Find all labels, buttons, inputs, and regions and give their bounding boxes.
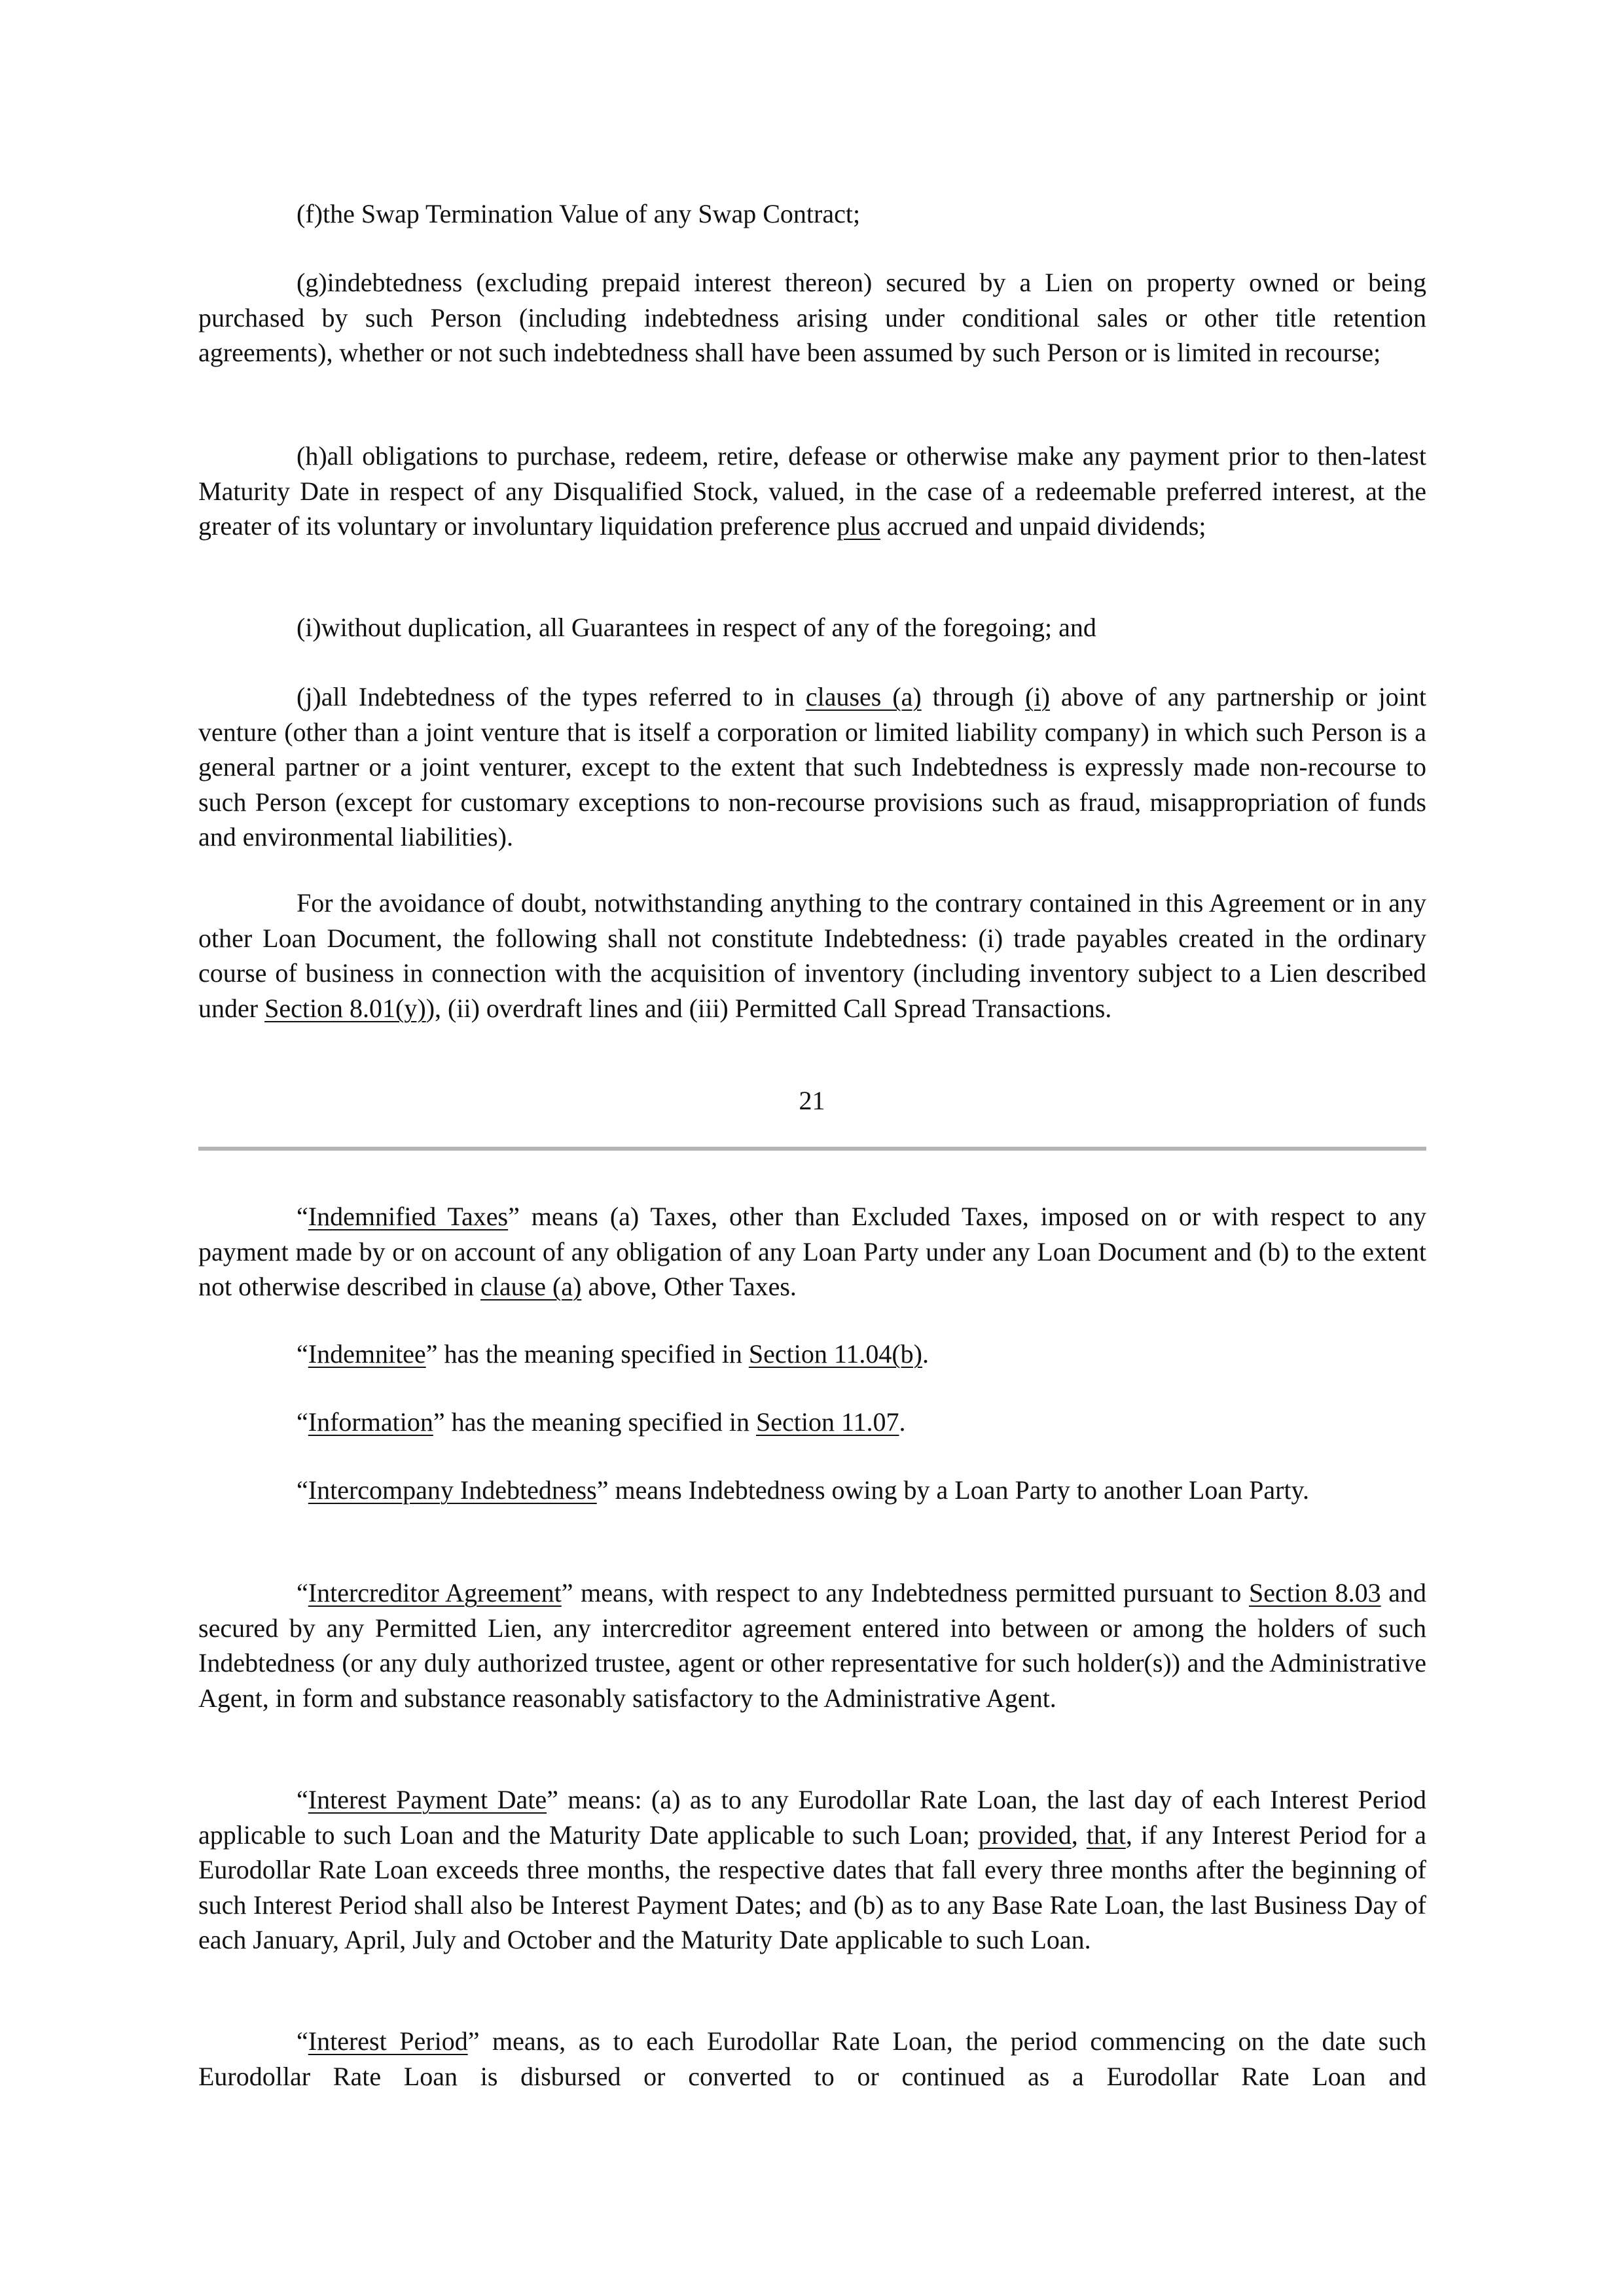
avoidance-after: ), (ii) overdraft lines and (iii) Permitted Call Spread Transactions.	[425, 993, 1112, 1023]
interest-period-after: ” means, as to each Eurodollar Rate Loan, the period commencing on the date such Eurodollar Rate Loan is disbursed or converted to or continued as a Eurodollar Rate Loan and	[198, 2026, 1426, 2091]
avoidance-text	[198, 886, 1426, 1026]
clause-j	[198, 679, 1426, 855]
clause-h-text	[198, 439, 1426, 544]
provided-term: provided	[978, 1820, 1072, 1850]
defined-term-intercompany-indebtedness: Intercompany Indebtedness	[308, 1475, 597, 1505]
defined-term-interest-period: Interest Period	[308, 2026, 468, 2056]
information-after: .	[899, 1407, 906, 1437]
avoidance-before: For the avoidance of doubt, notwithstanding anything to the contrary contained in this Agreement or in any other Loan Document, the following shall not constitute Indebtedness: (i) trade payables created in the ordinary course of business in connection with the acquisition of inventory (including inventory subject to a Lien described under	[198, 888, 1426, 1023]
clause-j-middle: through	[921, 682, 1026, 711]
interest-payment-date-text	[198, 1782, 1426, 1958]
open-quote: “	[297, 1578, 308, 1607]
section-8-03-link[interactable]: Section 8.03	[1249, 1578, 1381, 1607]
indemnitee-before: ” has the meaning specified in	[425, 1339, 749, 1369]
indemnified-taxes-text	[198, 1199, 1426, 1304]
intercreditor-agreement-text	[198, 1575, 1426, 1715]
clause-g-text: (g)indebtedness (excluding prepaid interest thereon) secured by a Lien on property owned or being purchased by such Person (including indebtedness arising under conditional sales or other title retention agreements), whether or not such indebtedness shall have been assumed by such Person or is limited in recourse;	[198, 268, 1426, 367]
intercreditor-agreement-before: ” means, with respect to any Indebtedness permitted pursuant to	[561, 1578, 1250, 1607]
definition-indemnified-taxes	[198, 1199, 1426, 1304]
section-11-04-b-link[interactable]: Section 11.04(b)	[748, 1339, 922, 1369]
clause-h	[198, 439, 1426, 544]
interest-payment-date-after: , if any Interest Period for a Eurodollar Rate Loan exceeds three months, the respective dates that fall every three months after the beginning of such Interest Period shall also be Interest Payment Dates; and (b) as to any Base Rate Loan, the last Business Day of each January, April, July and October and the Maturity Date applicable to such Loan.	[198, 1820, 1426, 1954]
clause-j-text	[198, 679, 1426, 855]
open-quote: “	[297, 2026, 308, 2056]
clause-i	[198, 610, 1426, 645]
clause-j-after: above of any partnership or joint venture (other than a joint venture that is itself a corporation or limited liability company) in which such Person is a general partner or a joint venturer, except to the extent that such Indebtedness is expressly made non-recourse to such Person (except for customary exceptions to non-recourse provisions such as fraud, misappropriation of funds and environmental liabilities).	[198, 682, 1427, 852]
definition-interest-period	[198, 2024, 1426, 2094]
clause-a-link[interactable]: clause (a)	[480, 1272, 582, 1301]
clause-g	[198, 265, 1426, 370]
clause-j-before: (j)all Indebtedness of the types referred to in	[297, 682, 806, 711]
definition-intercreditor-agreement	[198, 1575, 1426, 1715]
plus-term: plus	[837, 511, 880, 541]
interest-period-text	[198, 2024, 1426, 2094]
clauses-a-link[interactable]: clauses (a)	[805, 682, 922, 711]
definition-interest-payment-date	[198, 1782, 1426, 1958]
defined-term-information: Information	[308, 1407, 433, 1437]
open-quote: “	[297, 1202, 308, 1231]
section-11-07-link[interactable]: Section 11.07	[756, 1407, 899, 1437]
intercompany-indebtedness-after: ” means Indebtedness owing by a Loan Party to another Loan Party.	[596, 1475, 1309, 1505]
open-quote: “	[297, 1407, 308, 1437]
information-text	[198, 1405, 1426, 1440]
interest-payment-date-before: ” means: (a) as to any Eurodollar Rate Loan, the last day of each Interest Period applicable to such Loan and the Maturity Date applicable to such Loan;	[198, 1785, 1426, 1850]
clause-f-text: (f)the Swap Termination Value of any Swap Contract;	[297, 199, 861, 228]
defined-term-intercreditor-agreement: Intercreditor Agreement	[308, 1578, 562, 1607]
defined-term-indemnitee: Indemnitee	[308, 1339, 426, 1369]
comma: ,	[1071, 1820, 1087, 1850]
avoidance-paragraph	[198, 886, 1426, 1026]
section-8-01-y-link[interactable]: Section 8.01(y)	[264, 993, 426, 1023]
page-divider	[198, 1147, 1426, 1151]
clause-i-link[interactable]: (i)	[1025, 682, 1050, 711]
defined-term-indemnified-taxes: Indemnified Taxes	[308, 1202, 509, 1231]
definition-indemnitee	[198, 1336, 1426, 1372]
definition-information	[198, 1405, 1426, 1440]
indemnitee-after: .	[922, 1339, 929, 1369]
clause-f	[198, 196, 1426, 232]
intercreditor-agreement-after: and secured by any Permitted Lien, any intercreditor agreement entered into between or among the holders of such Indebtedness (or any duly authorized trustee, agent or other representative for such holder(s)) and the Administrative Agent, in form and substance reasonably satisfactory to the Administrative Agent.	[198, 1578, 1426, 1713]
defined-term-interest-payment-date: Interest Payment Date	[308, 1785, 547, 1814]
clause-i-text: (i)without duplication, all Guarantees in respect of any of the foregoing; and	[297, 613, 1096, 642]
page-number: 21	[799, 1086, 825, 1115]
clause-h-after: accrued and unpaid dividends;	[880, 511, 1206, 541]
clause-h-before: (h)all obligations to purchase, redeem, retire, defease or otherwise make any payment prior to then-latest Maturity Date in respect of any Disqualified Stock, valued, in the case of a redeemable preferred interest, at the greater of its voluntary or involuntary liquidation preference	[198, 441, 1426, 541]
intercompany-indebtedness-text	[198, 1473, 1426, 1508]
information-before: ” has the meaning specified in	[433, 1407, 756, 1437]
indemnified-taxes-after: above, Other Taxes.	[581, 1272, 797, 1301]
definition-intercompany-indebtedness	[198, 1473, 1426, 1508]
open-quote: “	[297, 1475, 308, 1505]
indemnified-taxes-before: ” means (a) Taxes, other than Excluded Taxes, imposed on or with respect to any payment made by or on account of any obligation of any Loan Party under any Loan Document and (b) to the extent not otherwise described in	[198, 1202, 1427, 1301]
indemnitee-text	[198, 1336, 1426, 1372]
open-quote: “	[297, 1339, 308, 1369]
that-term: that	[1086, 1820, 1126, 1850]
open-quote: “	[297, 1785, 308, 1814]
